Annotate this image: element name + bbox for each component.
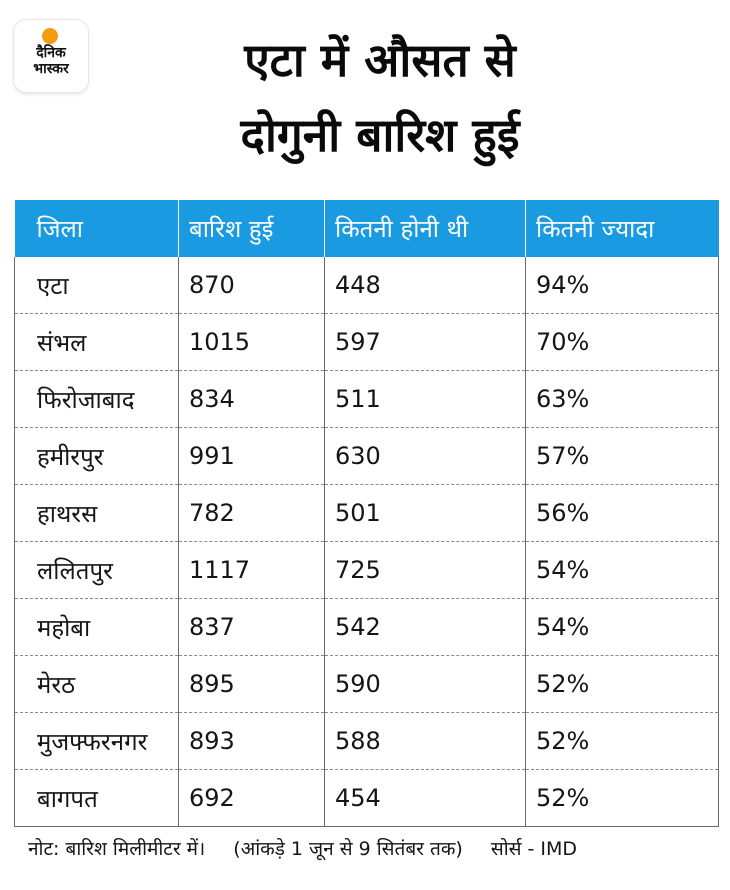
table-row bbox=[15, 371, 719, 428]
cell-excess: 63% bbox=[526, 371, 719, 428]
cell-district: हमीरपुर bbox=[15, 428, 179, 485]
cell-expected: 597 bbox=[325, 314, 526, 371]
headline-line1: एटा में औसत से bbox=[244, 33, 516, 87]
cell-expected: 454 bbox=[325, 770, 526, 827]
cell-rainfall: 1117 bbox=[179, 542, 325, 599]
cell-rainfall: 834 bbox=[179, 371, 325, 428]
table-row bbox=[15, 542, 719, 599]
table-row bbox=[15, 770, 719, 827]
cell-district: महोबा bbox=[15, 599, 179, 656]
cell-rainfall: 1015 bbox=[179, 314, 325, 371]
sun-icon bbox=[42, 28, 58, 44]
footnote-source: सोर्स - IMD bbox=[490, 838, 578, 860]
cell-excess: 52% bbox=[526, 656, 719, 713]
cell-expected: 590 bbox=[325, 656, 526, 713]
footnote bbox=[28, 835, 599, 861]
logo-text-line2: भास्कर bbox=[33, 61, 69, 77]
cell-excess: 52% bbox=[526, 713, 719, 770]
cell-rainfall: 870 bbox=[179, 257, 325, 314]
cell-expected: 511 bbox=[325, 371, 526, 428]
headline-line2: दोगुनी बारिश हुई bbox=[240, 108, 520, 162]
column-header-expected: कितनी होनी थी bbox=[325, 200, 526, 257]
rainfall-table bbox=[14, 200, 718, 827]
column-header-excess: कितनी ज्यादा bbox=[526, 200, 719, 257]
cell-district: हाथरस bbox=[15, 485, 179, 542]
column-header-district: जिला bbox=[15, 200, 179, 257]
cell-rainfall: 782 bbox=[179, 485, 325, 542]
cell-rainfall: 991 bbox=[179, 428, 325, 485]
table-header-row bbox=[15, 200, 719, 257]
cell-excess: 54% bbox=[526, 542, 719, 599]
logo-text-line1: दैनिक bbox=[36, 45, 66, 61]
cell-rainfall: 893 bbox=[179, 713, 325, 770]
cell-expected: 725 bbox=[325, 542, 526, 599]
cell-district: मेरठ bbox=[15, 656, 179, 713]
footnote-note: नोट: बारिश मिलीमीटर में। bbox=[28, 838, 206, 860]
cell-excess: 94% bbox=[526, 257, 719, 314]
column-header-rainfall: बारिश हुई bbox=[179, 200, 325, 257]
cell-excess: 70% bbox=[526, 314, 719, 371]
cell-excess: 57% bbox=[526, 428, 719, 485]
cell-expected: 448 bbox=[325, 257, 526, 314]
table-row bbox=[15, 485, 719, 542]
cell-rainfall: 895 bbox=[179, 656, 325, 713]
table-row bbox=[15, 428, 719, 485]
cell-district: एटा bbox=[15, 257, 179, 314]
cell-expected: 542 bbox=[325, 599, 526, 656]
cell-excess: 56% bbox=[526, 485, 719, 542]
cell-rainfall: 692 bbox=[179, 770, 325, 827]
cell-excess: 52% bbox=[526, 770, 719, 827]
cell-district: फिरोजाबाद bbox=[15, 371, 179, 428]
cell-expected: 630 bbox=[325, 428, 526, 485]
cell-district: बागपत bbox=[15, 770, 179, 827]
table-row bbox=[15, 599, 719, 656]
cell-expected: 501 bbox=[325, 485, 526, 542]
cell-district: मुजफ्फरनगर bbox=[15, 713, 179, 770]
cell-rainfall: 837 bbox=[179, 599, 325, 656]
table-body bbox=[15, 257, 719, 827]
table-row bbox=[15, 656, 719, 713]
cell-district: संभल bbox=[15, 314, 179, 371]
cell-expected: 588 bbox=[325, 713, 526, 770]
cell-district: ललितपुर bbox=[15, 542, 179, 599]
cell-excess: 54% bbox=[526, 599, 719, 656]
footnote-range: (आंकड़े 1 जून से 9 सितंबर तक) bbox=[233, 838, 463, 860]
table-row bbox=[15, 314, 719, 371]
table-row bbox=[15, 257, 719, 314]
brand-logo bbox=[14, 20, 88, 92]
table-row bbox=[15, 713, 719, 770]
